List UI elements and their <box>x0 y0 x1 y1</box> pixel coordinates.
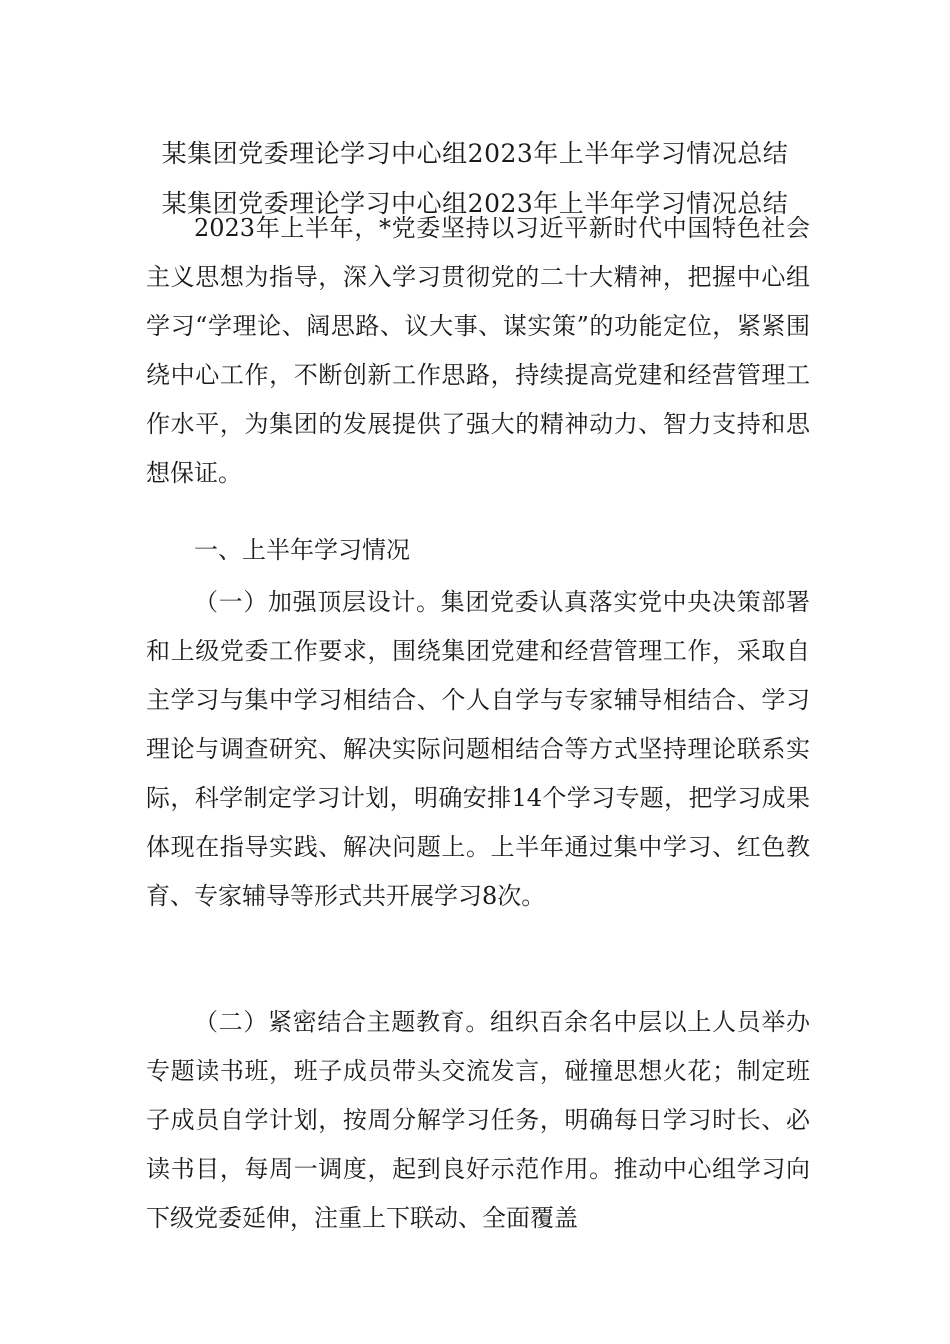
document-subtitle: 某集团党委理论学习中心组2023年上半年学习情况总结 <box>161 189 789 218</box>
document-title: 某集团党委理论学习中心组2023年上半年学习情况总结 <box>161 139 789 168</box>
paragraph-item-1: （一）加强顶层设计。集团党委认真落实党中央决策部署和上级党委工作要求，围绕集团党建和经营管理工作，采取自主学习与集中学习相结合、个人自学与专家辅导相结合、学习理论与调查研究、解决实际问题相结合等方式坚持理论联系实际，科学制定学习计划，明确安排14个学习专题，把学习成果体现在指导实践、解决问题上。上半年通过集中学习、红色教育、专家辅导等形式共开展学习8次。 <box>146 588 810 910</box>
paragraph-item-2: （二）紧密结合主题教育。组织百余名中层以上人员举办专题读书班，班子成员带头交流发言，碰撞思想火花；制定班子成员自学计划，按周分解学习任务，明确每日学习时长、必读书目，每周一调度，起到良好示范作用。推动中心组学习向下级党委延伸，注重上下联动、全面覆盖 <box>146 1008 810 1232</box>
section-heading: 一、上半年学习情况 <box>194 536 410 564</box>
intro-paragraph: 2023年上半年，*党委坚持以习近平新时代中国特色社会主义思想为指导，深入学习贯彻党的二十大精神，把握中心组学习“学理论、阔思路、议大事、谋实策”的功能定位，紧紧围绕中心工作，不断创新工作思路，持续提高党建和经营管理工作水平，为集团的发展提供了强大的精神动力、智力支持和思想保证。 <box>146 214 810 487</box>
